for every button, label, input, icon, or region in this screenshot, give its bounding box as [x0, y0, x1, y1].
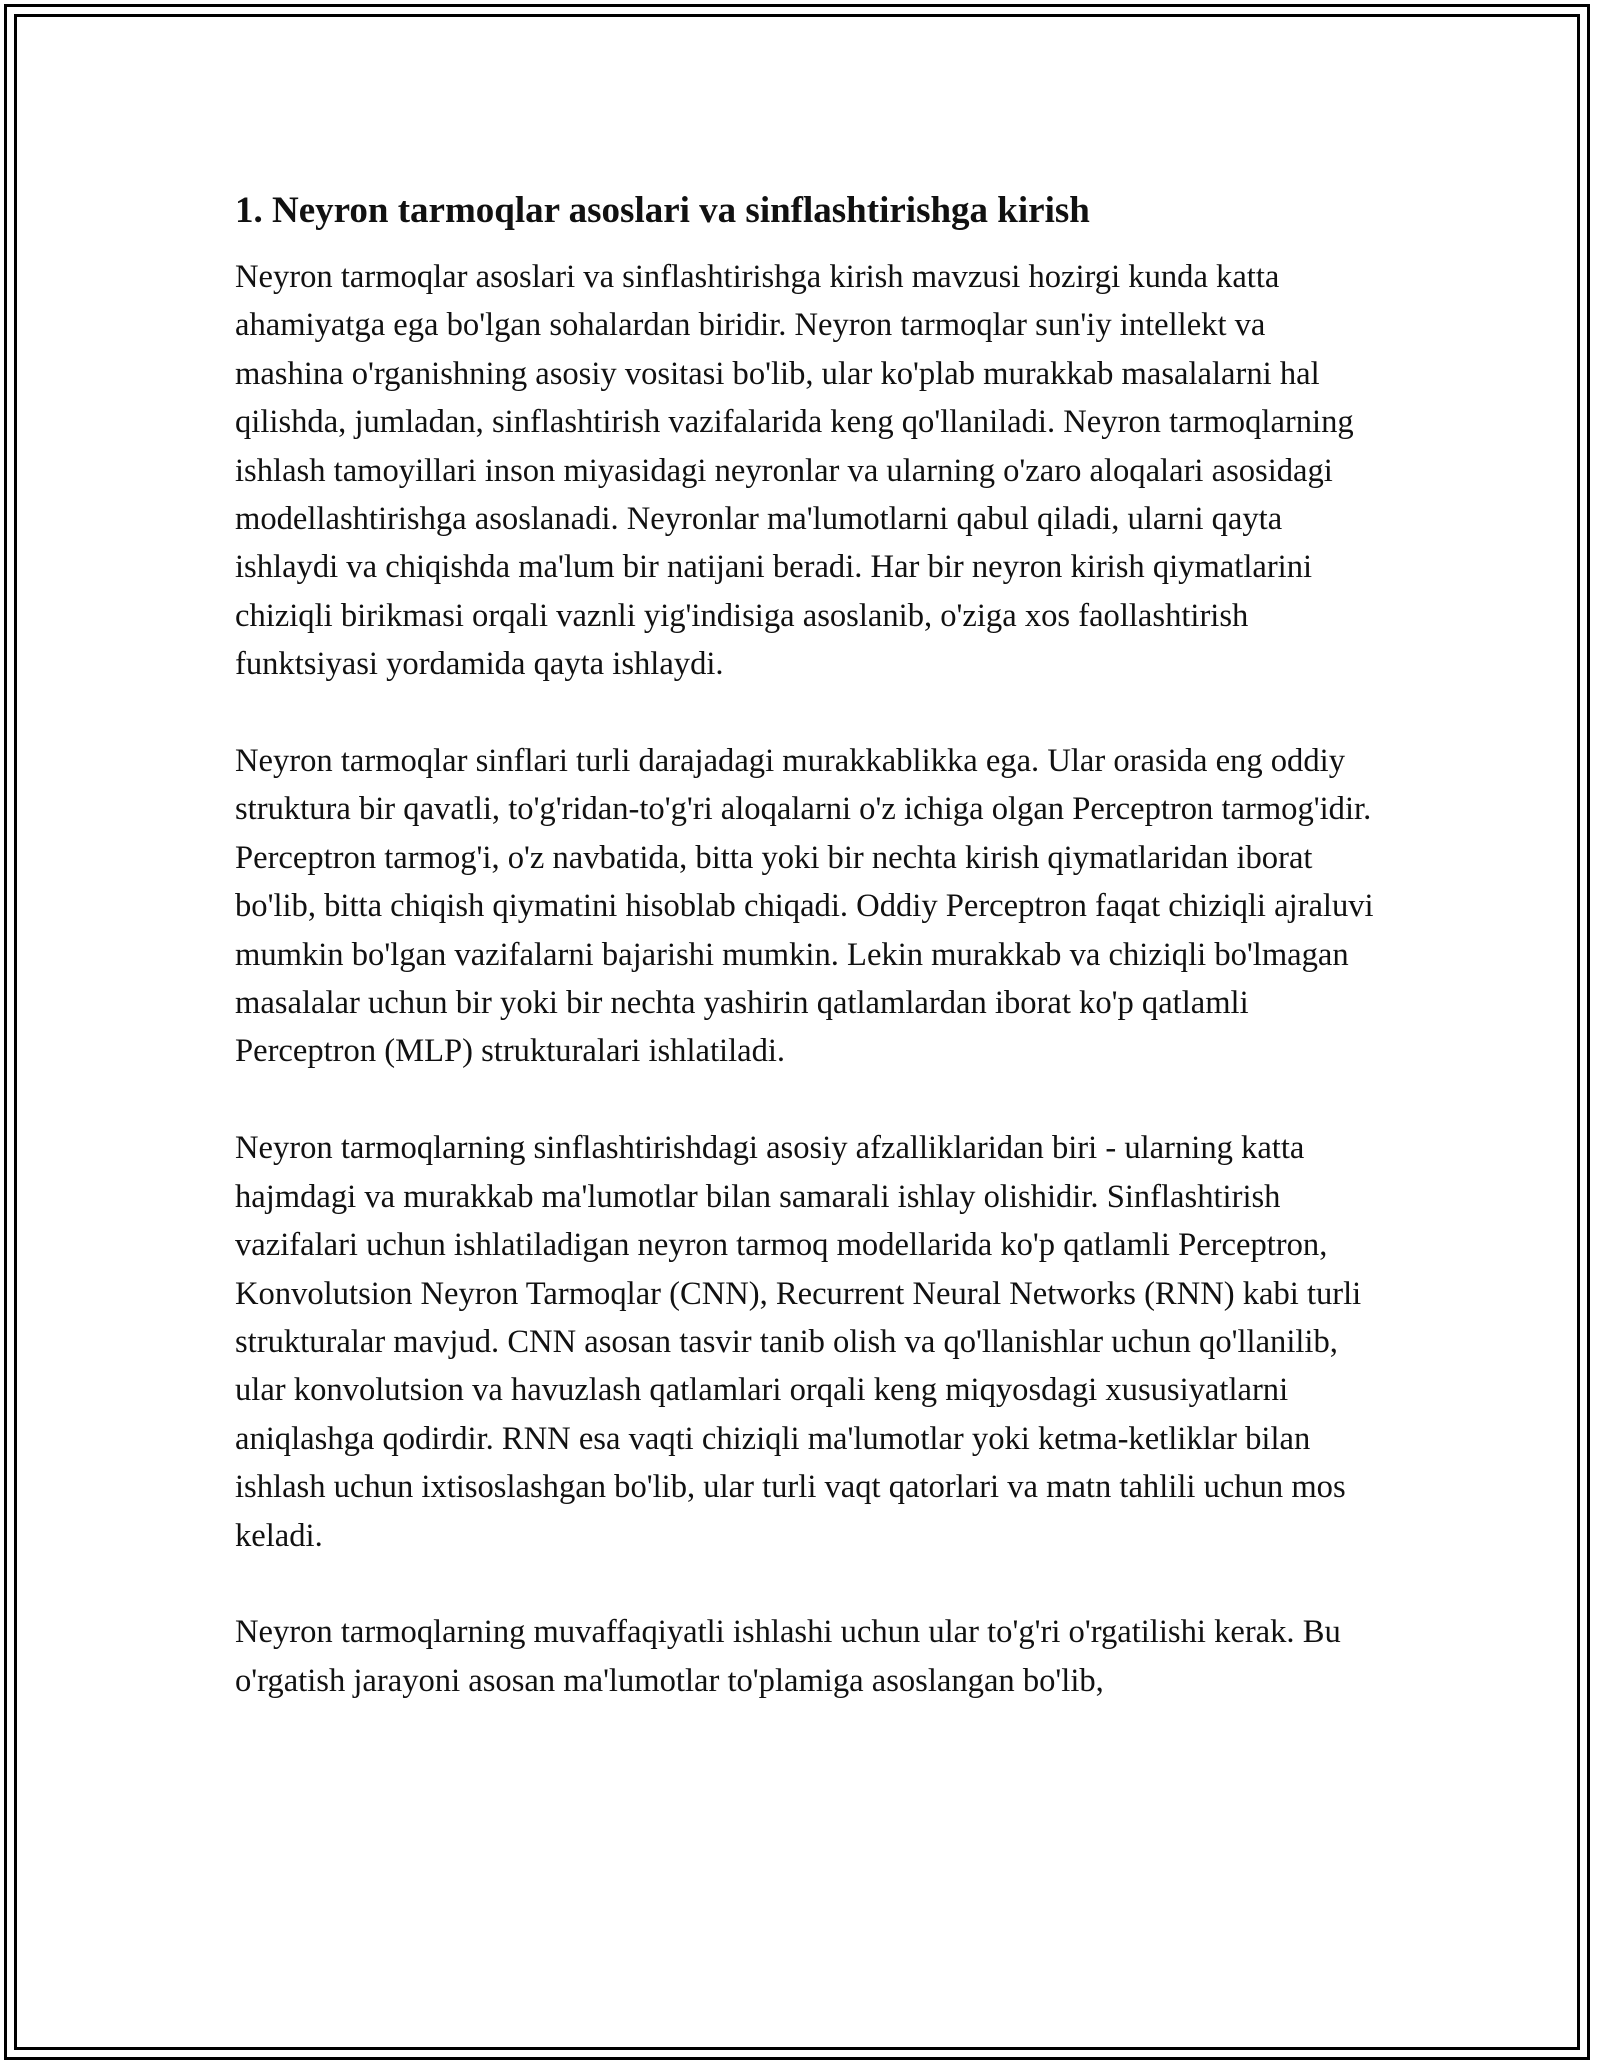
document-body [235, 185, 1375, 1754]
paragraph-training: Neyron tarmoqlarning muvaffaqiyatli ishlashi uchun ular to'g'ri o'rgatilishi kerak. Bu o'rgatish jarayoni asosan ma'lumotlar to'plamiga asoslangan bo'lib, [235, 1614, 1341, 1699]
paragraph-advantages: Neyron tarmoqlarning sinflashtirishdagi asosiy afzalliklaridan biri - ularning katta hajmdagi va murakkab ma'lumotlar bilan samarali ishlay olishidir. Sinflashtirish vazifalari uchun ishlatiladigan neyron tarmoq modellarida ko'p qatlamli Perceptron, Konvolutsion Neyron Tarmoqlar (CNN), Recurrent Neural Networks (RNN) kabi turli strukturalar mavjud. CNN asosan tasvir tanib olish va qo'llanishlar uchun qo'llanilib, ular konvolutsion va havuzlash qatlamlari orqali keng miqyosdagi xususiyatlarni aniqlashga qodirdir. RNN esa vaqti chiziqli ma'lumotlar yoki ketma-ketliklar bilan ishlash uchun ixtisoslashgan bo'lib, ular turli vaqt qatorlari va matn tahlili uchun mos keladi. [235, 1130, 1362, 1554]
section-heading: 1. Neyron tarmoqlar asoslari va sinflashtirishga kirish [235, 190, 1090, 231]
paragraph-perceptron: Neyron tarmoqlar sinflari turli darajadagi murakkablikka ega. Ular orasida eng oddiy struktura bir qavatli, to'g'ridan-to'g'ri aloqalarni o'z ichiga olgan Perceptron tarmog'idir. Perceptron tarmog'i, o'z navbatida, bitta yoki bir nechta kirish qiymatlaridan iborat bo'lib, bitta chiqish qiymatini hisoblab chiqadi. Oddiy Perceptron faqat chiziqli ajraluvi mumkin bo'lgan vazifalarni bajarishi mumkin. Lekin murakkab va chiziqli bo'lmagan masalalar uchun bir yoki bir nechta yashirin qatlamlardan iborat ko'p qatlamli Perceptron (MLP) strukturalari ishlatiladi. [235, 743, 1374, 1070]
paragraph-intro: Neyron tarmoqlar asoslari va sinflashtirishga kirish mavzusi hozirgi kunda katta ahamiyatga ega bo'lgan sohalardan biridir. Neyron tarmoqlar sun'iy intellekt va mashina o'rganishning asosiy vositasi bo'lib, ular ko'plab murakkab masalalarni hal qilishda, jumladan, sinflashtirish vazifalarida keng qo'llaniladi. Neyron tarmoqlarning ishlash tamoyillari inson miyasidagi neyronlar va ularning o'zaro aloqalari asosidagi modellashtirishga asoslanadi. Neyronlar ma'lumotlarni qabul qiladi, ularni qayta ishlaydi va chiqishda ma'lum bir natijani beradi. Har bir neyron kirish qiymatlarini chiziqli birikmasi orqali vaznli yig'indisiga asoslanib, o'ziga xos faollashtirish funktsiyasi yordamida qayta ishlaydi. [235, 259, 1354, 683]
